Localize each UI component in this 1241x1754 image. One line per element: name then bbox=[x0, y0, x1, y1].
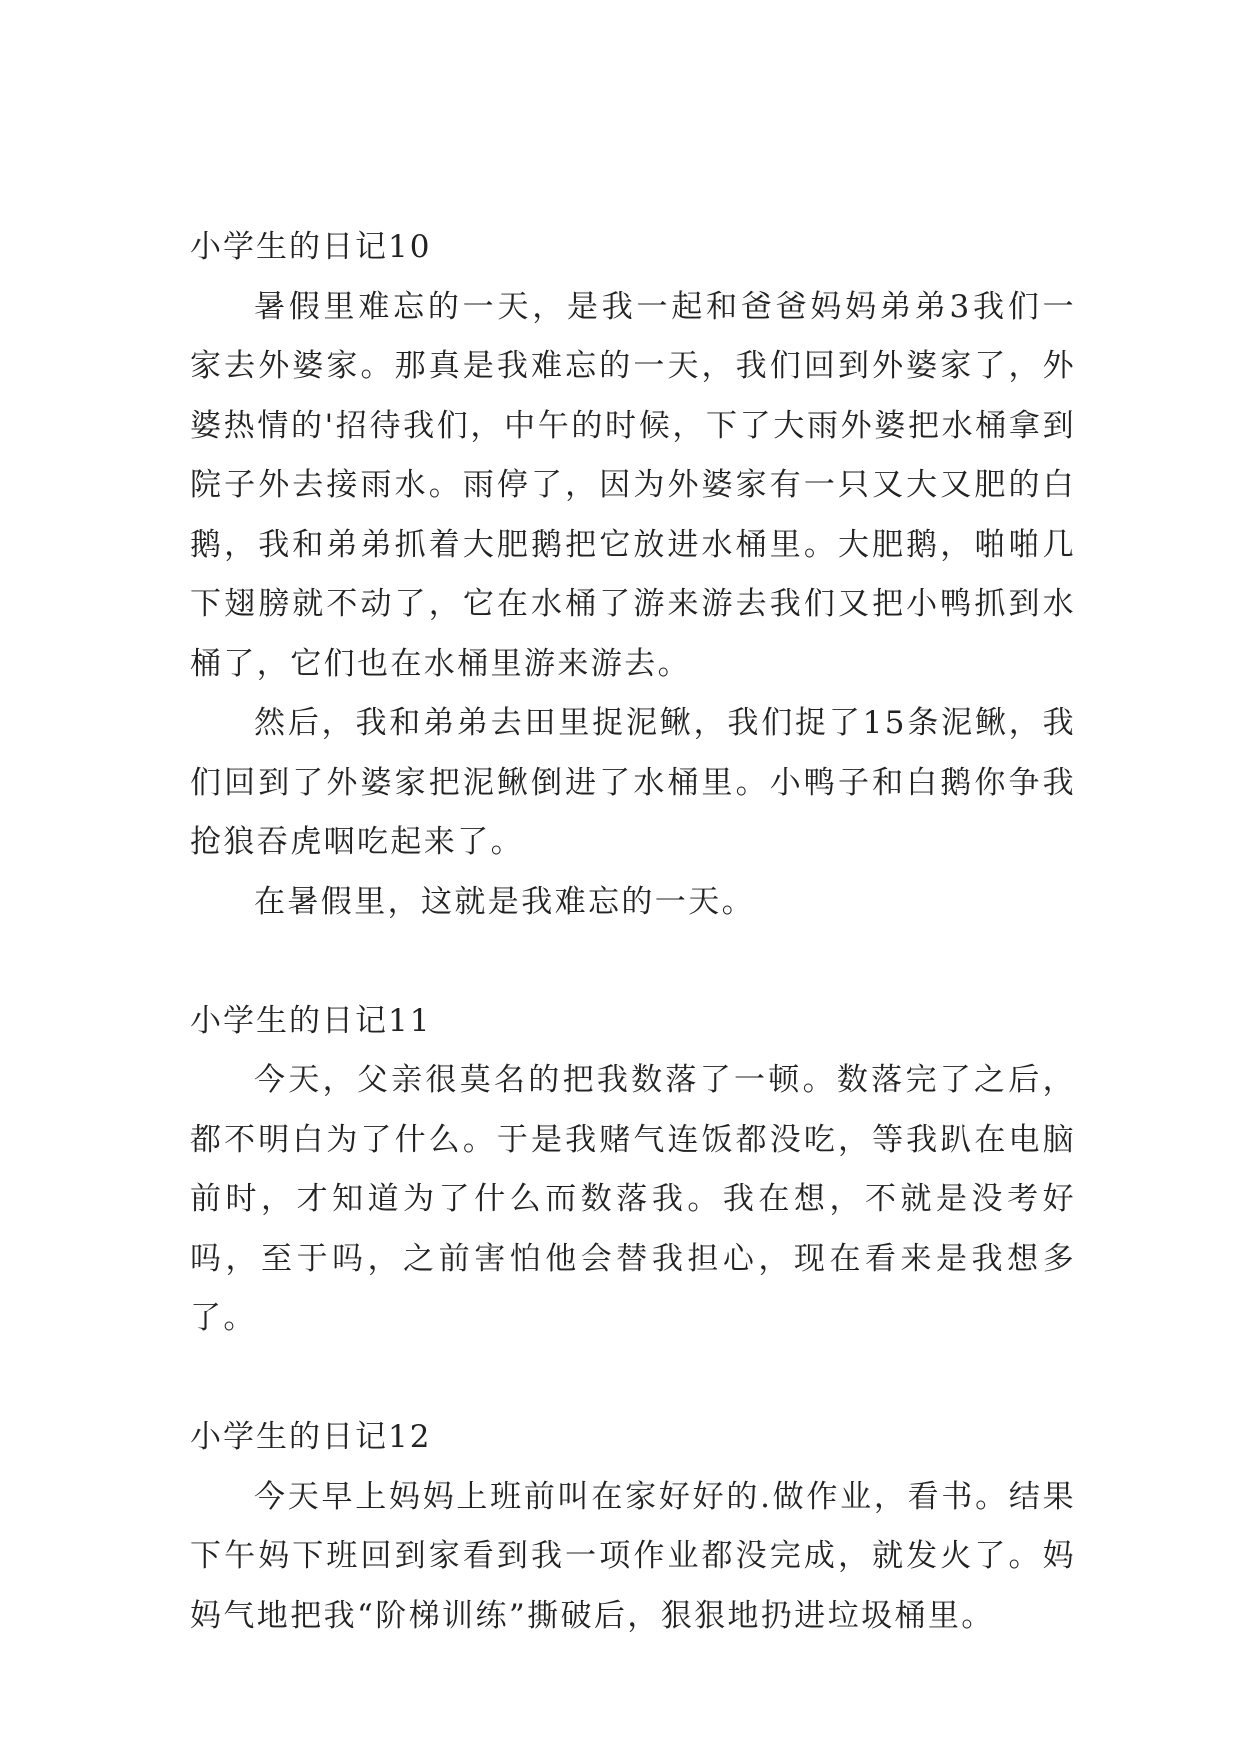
section-title: 小学生的日记12 bbox=[190, 1419, 432, 1455]
diary-entry-11 bbox=[190, 992, 1076, 1349]
section-spacer bbox=[190, 932, 1076, 992]
section-title: 小学生的日记11 bbox=[190, 1002, 432, 1039]
paragraph: 暑假里难忘的一天，是我一起和爸爸妈妈弟弟3我们一家去外婆家。那真是我难忘的一天，我们回到外婆家了，外婆热情的'招待我们，中午的时候，下了大雨外婆把水桶拿到院子外去接雨水。雨停了，因为外婆家有一只又大又肥的白鹅，我和弟弟抓着大肥鹅把它放进水桶里。大肥鹅，啪啪几下翅膀就不动了，它在水桶了游来游去我们又把小鸭抓到水桶了，它们也在水桶里游来游去。 bbox=[190, 288, 1076, 682]
section-title: 小学生的日记10 bbox=[190, 229, 432, 265]
document-body bbox=[190, 218, 1076, 1646]
diary-entry-10 bbox=[190, 218, 1076, 932]
paragraph: 在暑假里，这就是我难忘的一天。 bbox=[254, 883, 755, 920]
paragraph: 今天早上妈妈上班前叫在家好好的.做作业，看书。结果下午妈下班回到家看到我一项作业都没完成，就发火了。妈妈气地把我“阶梯训练”撕破后，狠狠地扔进垃圾桶里。 bbox=[190, 1478, 1076, 1634]
paragraph: 今天，父亲很莫名的把我数落了一顿。数落完了之后，都不明白为了什么。于是我赌气连饭都没吃，等我趴在电脑前时，才知道为了什么而数落我。我在想，不就是没考好吗，至于吗，之前害怕他会替我担心，现在看来是我想多了。 bbox=[190, 1062, 1076, 1336]
paragraph: 然后，我和弟弟去田里捉泥鳅，我们捉了15条泥鳅，我们回到了外婆家把泥鳅倒进了水桶里。小鸭子和白鹅你争我抢狼吞虎咽吃起来了。 bbox=[190, 705, 1076, 860]
diary-entry-12 bbox=[190, 1408, 1076, 1646]
section-spacer bbox=[190, 1349, 1076, 1409]
